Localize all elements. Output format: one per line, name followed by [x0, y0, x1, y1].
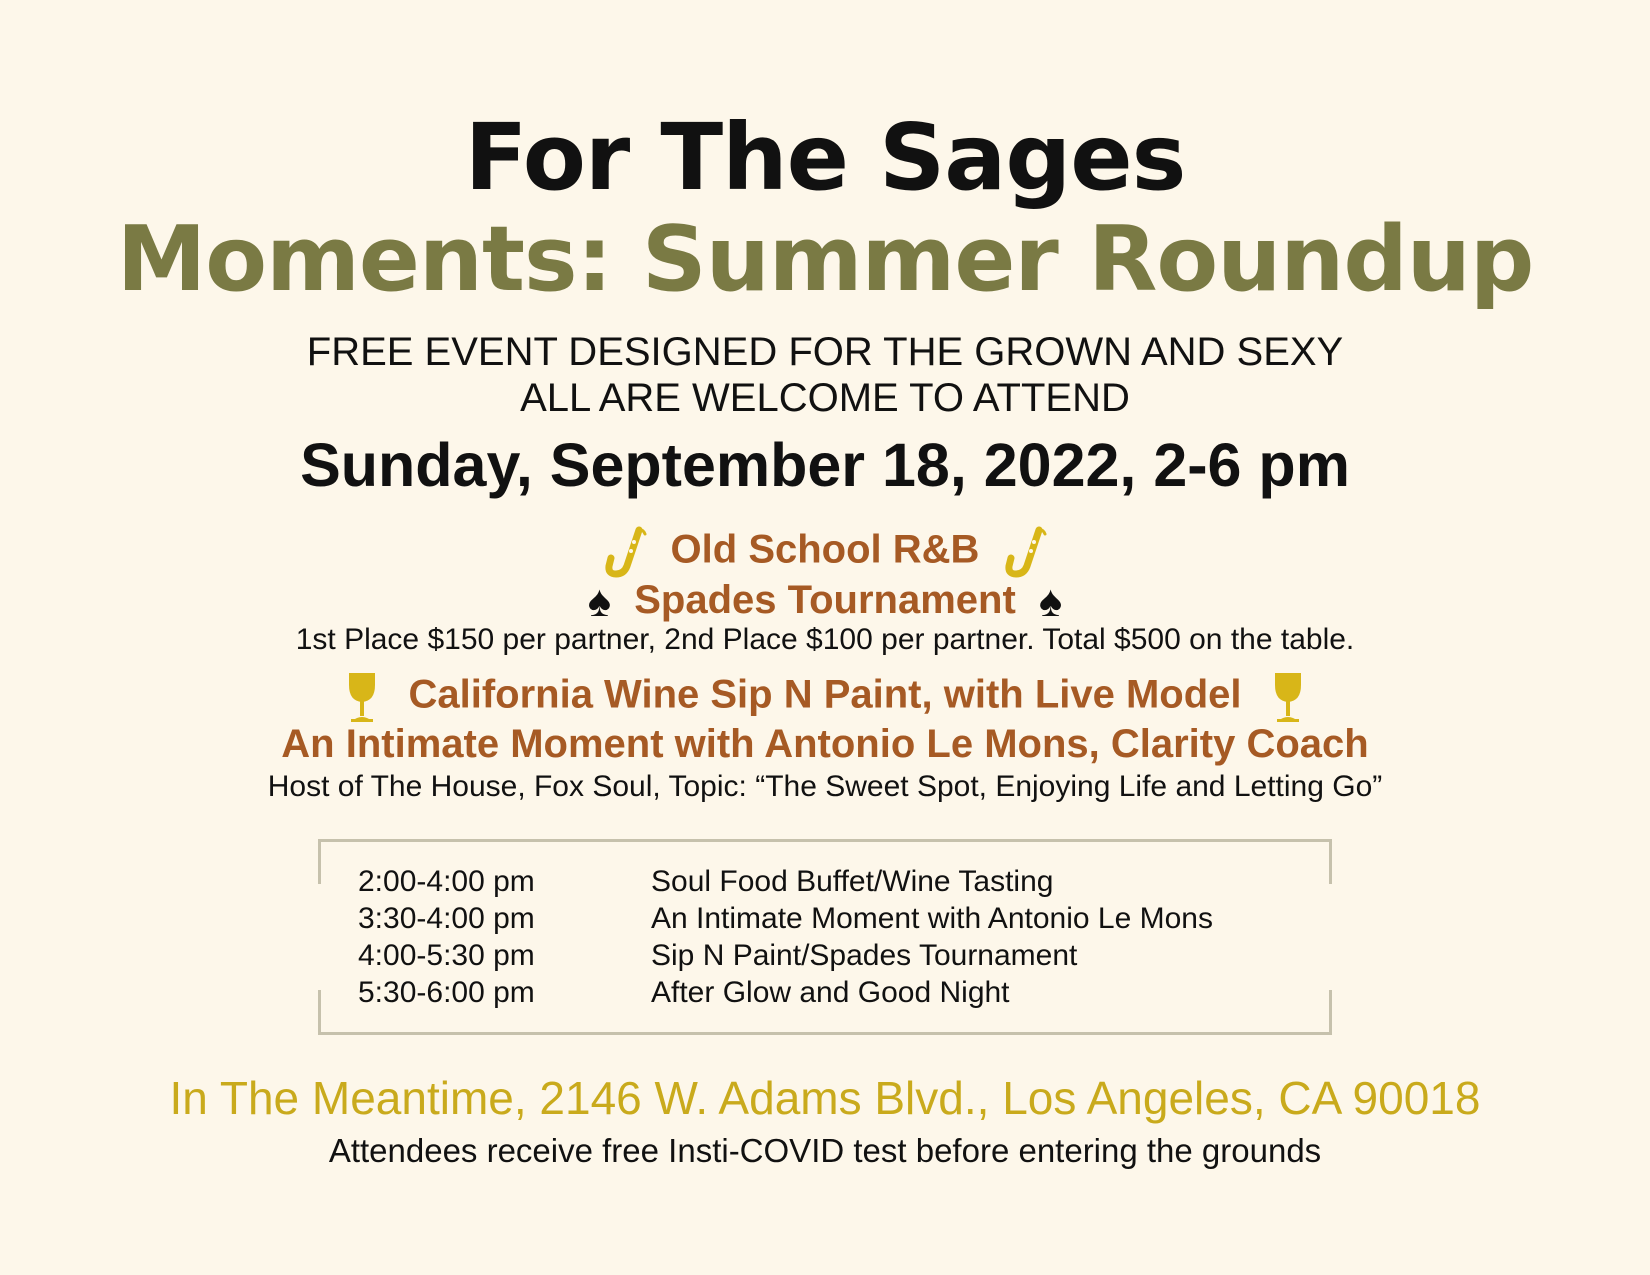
- feature-wine-label: California Wine Sip N Paint, with Live Model: [408, 672, 1242, 717]
- schedule-row: [358, 863, 1213, 900]
- feature-music-label: Old School R&B: [670, 527, 980, 572]
- event-subtitle: Moments: Summer Roundup: [116, 207, 1534, 312]
- schedule-list: [358, 863, 1213, 1011]
- saxophone-icon: [603, 526, 647, 578]
- schedule-time: 5:30-6:00 pm: [358, 976, 535, 1009]
- spade-icon: ♠: [587, 577, 612, 627]
- schedule-row: [358, 974, 1213, 1011]
- schedule-time: 3:30-4:00 pm: [358, 902, 535, 935]
- feature-spades: [0, 577, 1650, 627]
- schedule-activity: Sip N Paint/Spades Tournament: [651, 939, 1078, 972]
- schedule-row: [358, 900, 1213, 937]
- spade-icon: ♠: [1038, 577, 1063, 627]
- event-title: For The Sages: [464, 104, 1186, 211]
- event-date: Sunday, September 18, 2022, 2-6 pm: [300, 431, 1350, 499]
- covid-note: Attendees receive free Insti-COVID test before entering the grounds: [328, 1132, 1322, 1169]
- wine-glass-icon: [347, 671, 377, 723]
- feature-spades-label: Spades Tournament: [634, 578, 1016, 622]
- saxophone-icon: [1003, 526, 1047, 578]
- venue-address: In The Meantime, 2146 W. Adams Blvd., Los Angeles, CA 90018: [169, 1072, 1481, 1124]
- feature-music: [0, 526, 1650, 578]
- schedule-box: [318, 839, 1330, 1035]
- schedule-time: 2:00-4:00 pm: [358, 865, 535, 898]
- intimate-note: Host of The House, Fox Soul, Topic: “The Sweet Spot, Enjoying Life and Letting Go”: [267, 770, 1383, 803]
- spades-prizes: 1st Place $150 per partner, 2nd Place $100 per partner. Total $500 on the table.: [295, 623, 1355, 656]
- schedule-time: 4:00-5:30 pm: [358, 939, 535, 972]
- wine-glass-icon: [1273, 671, 1303, 723]
- schedule-row: [358, 937, 1213, 974]
- schedule-activity: An Intimate Moment with Antonio Le Mons: [651, 902, 1213, 935]
- tagline-line-2: ALL ARE WELCOME TO ATTEND: [520, 376, 1130, 420]
- feature-wine: [0, 671, 1650, 723]
- schedule-activity: After Glow and Good Night: [651, 976, 1010, 1009]
- schedule-activity: Soul Food Buffet/Wine Tasting: [651, 865, 1054, 898]
- feature-intimate: An Intimate Moment with Antonio Le Mons, Clarity Coach: [281, 722, 1369, 766]
- tagline-line-1: FREE EVENT DESIGNED FOR THE GROWN AND SEXY: [306, 330, 1344, 374]
